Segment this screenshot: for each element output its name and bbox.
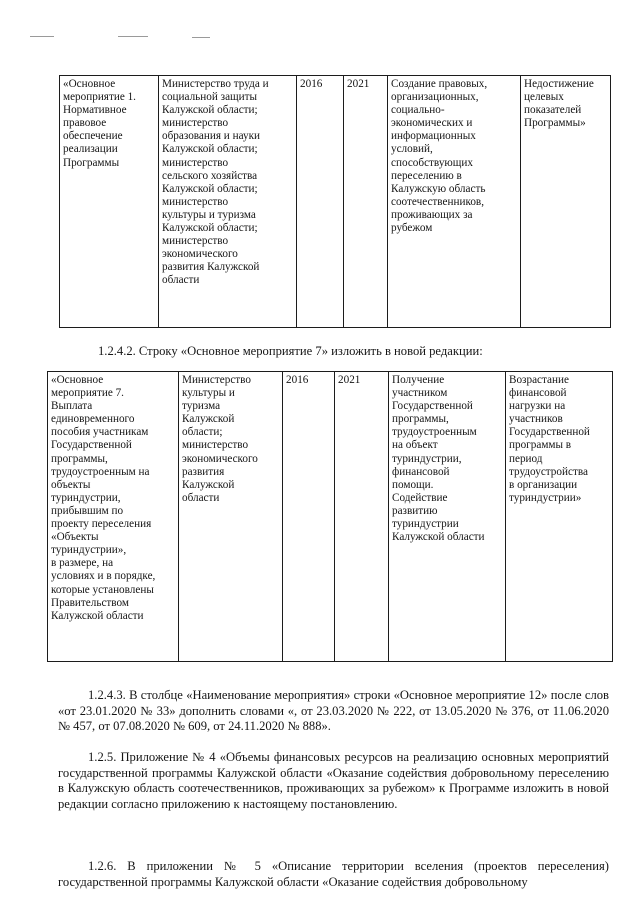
paragraph-1-2-4-2: 1.2.4.2. Строку «Основное мероприятие 7» изложить в новой редакции: xyxy=(98,344,483,358)
table-main-activity-7 xyxy=(47,371,613,662)
scan-artifact-line xyxy=(192,37,210,38)
cell-consequences: Возрастание финансовой нагрузки на участников Государственной программы в период трудоустройства в организации туриндустрии» xyxy=(506,372,613,662)
table-row xyxy=(60,76,611,328)
cell-expected-result: Получение участником Государственной программы, трудоустроенным на объект туриндустрии, финансовой помощи. Содействие развитию туриндустрии Калужской области xyxy=(389,372,506,662)
cell-start-year: 2016 xyxy=(297,76,344,328)
cell-activity-name: «Основное мероприятие 1. Нормативное правовое обеспечение реализации Программы xyxy=(60,76,159,328)
cell-consequences: Недостижение целевых показателей Программы» xyxy=(521,76,611,328)
cell-activity-name: «Основное мероприятие 7. Выплата единовременного пособия участникам Государственной программы, трудоустроенным на объекты туриндустрии, прибывшим по проекту переселения «Объекты туриндустрии», в размере, на условиях и в порядке, которые установлены Правительством Калужской области xyxy=(48,372,179,662)
scan-artifact-line xyxy=(30,36,54,37)
cell-executors: Министерство культуры и туризма Калужской области; министерство экономического развития Калужской области xyxy=(179,372,283,662)
cell-end-year: 2021 xyxy=(335,372,389,662)
cell-expected-result: Создание правовых, организационных, социально- экономических и информационных условий, способствующих переселению в Калужскую область соотечественников, проживающих за рубежом xyxy=(388,76,521,328)
paragraph-1-2-4-3: 1.2.4.3. В столбце «Наименование мероприятия» строки «Основное мероприятие 12» после слов «от 23.01.2020 № 33» дополнить словами «, от 23.03.2020 № 222, от 13.05.2020 № 376, от 11.06.2020 № 457, от 07.08.2020 № 609, от 24.11.2020 № 888». xyxy=(58,688,609,734)
table-main-activity-1 xyxy=(59,75,611,328)
scan-artifact-line xyxy=(118,36,148,37)
cell-start-year: 2016 xyxy=(283,372,335,662)
cell-executors: Министерство труда и социальной защиты Калужской области; министерство образования и науки Калужской области; министерство сельского хозяйства Калужской области; министерство культуры и туризма Калужской области; министерство экономического развития Калужской области xyxy=(159,76,297,328)
paragraph-1-2-6: 1.2.6. В приложении № 5 «Описание территории вселения (проектов переселения) государственной программы Калужской области «Оказание содействия добровольному xyxy=(58,859,609,889)
table-row xyxy=(48,372,613,662)
paragraph-1-2-5: 1.2.5. Приложение № 4 «Объемы финансовых ресурсов на реализацию основных мероприятий государственной программы Калужской области «Оказание содействия добровольному переселению в Калужскую область соотечественников, проживающих за рубежом» к Программе изложить в новой редакции согласно приложению к настоящему постановлению. xyxy=(58,750,609,811)
cell-end-year: 2021 xyxy=(344,76,388,328)
